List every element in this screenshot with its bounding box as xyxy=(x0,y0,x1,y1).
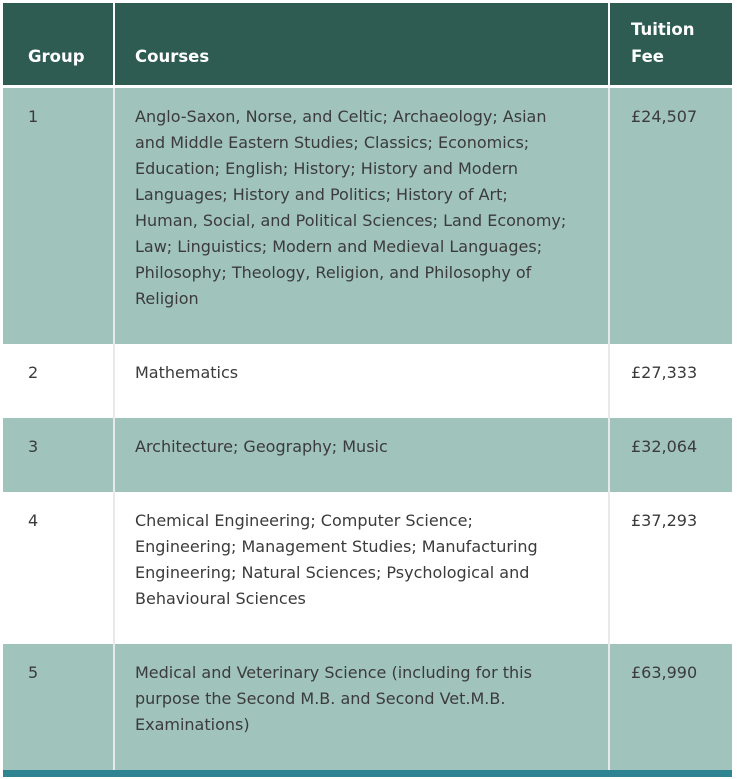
fee-cell: £27,333 xyxy=(608,344,732,418)
group-cell: 3 xyxy=(3,418,113,492)
fee-cell: £37,293 xyxy=(608,492,732,644)
column-header-tuition-fee: Tuition Fee xyxy=(608,3,732,88)
table-row-5 xyxy=(3,644,732,770)
tuition-fees-table xyxy=(3,3,732,770)
group-cell: 2 xyxy=(3,344,113,418)
table-row-1 xyxy=(3,88,732,344)
courses-cell: Anglo-Saxon, Norse, and Celtic; Archaeology; Asian and Middle Eastern Studies; Classics; Economics; Education; English; History; History and Modern Languages; History and Politics; History of Art; Human, Social, and Political Sciences; Land Economy; Law; Linguistics; Modern and Medieval Languages; Philosophy; Theology, Religion, and Philosophy of Religion xyxy=(113,88,608,344)
courses-cell: Chemical Engineering; Computer Science; Engineering; Management Studies; Manufacturing Engineering; Natural Sciences; Psychological and Behavioural Sciences xyxy=(113,492,608,644)
table-row-4 xyxy=(3,492,732,644)
fee-cell: £24,507 xyxy=(608,88,732,344)
table-bottom-border xyxy=(3,770,732,777)
table-header-row xyxy=(3,3,732,88)
group-cell: 1 xyxy=(3,88,113,344)
group-cell: 5 xyxy=(3,644,113,770)
courses-cell: Architecture; Geography; Music xyxy=(113,418,608,492)
group-cell: 4 xyxy=(3,492,113,644)
fee-cell: £63,990 xyxy=(608,644,732,770)
fee-cell: £32,064 xyxy=(608,418,732,492)
column-header-group: Group xyxy=(3,3,113,88)
courses-cell: Mathematics xyxy=(113,344,608,418)
column-header-courses: Courses xyxy=(113,3,608,88)
table-row-3 xyxy=(3,418,732,492)
courses-cell: Medical and Veterinary Science (including for this purpose the Second M.B. and Second Vet.M.B. Examinations) xyxy=(113,644,608,770)
table-row-2 xyxy=(3,344,732,418)
